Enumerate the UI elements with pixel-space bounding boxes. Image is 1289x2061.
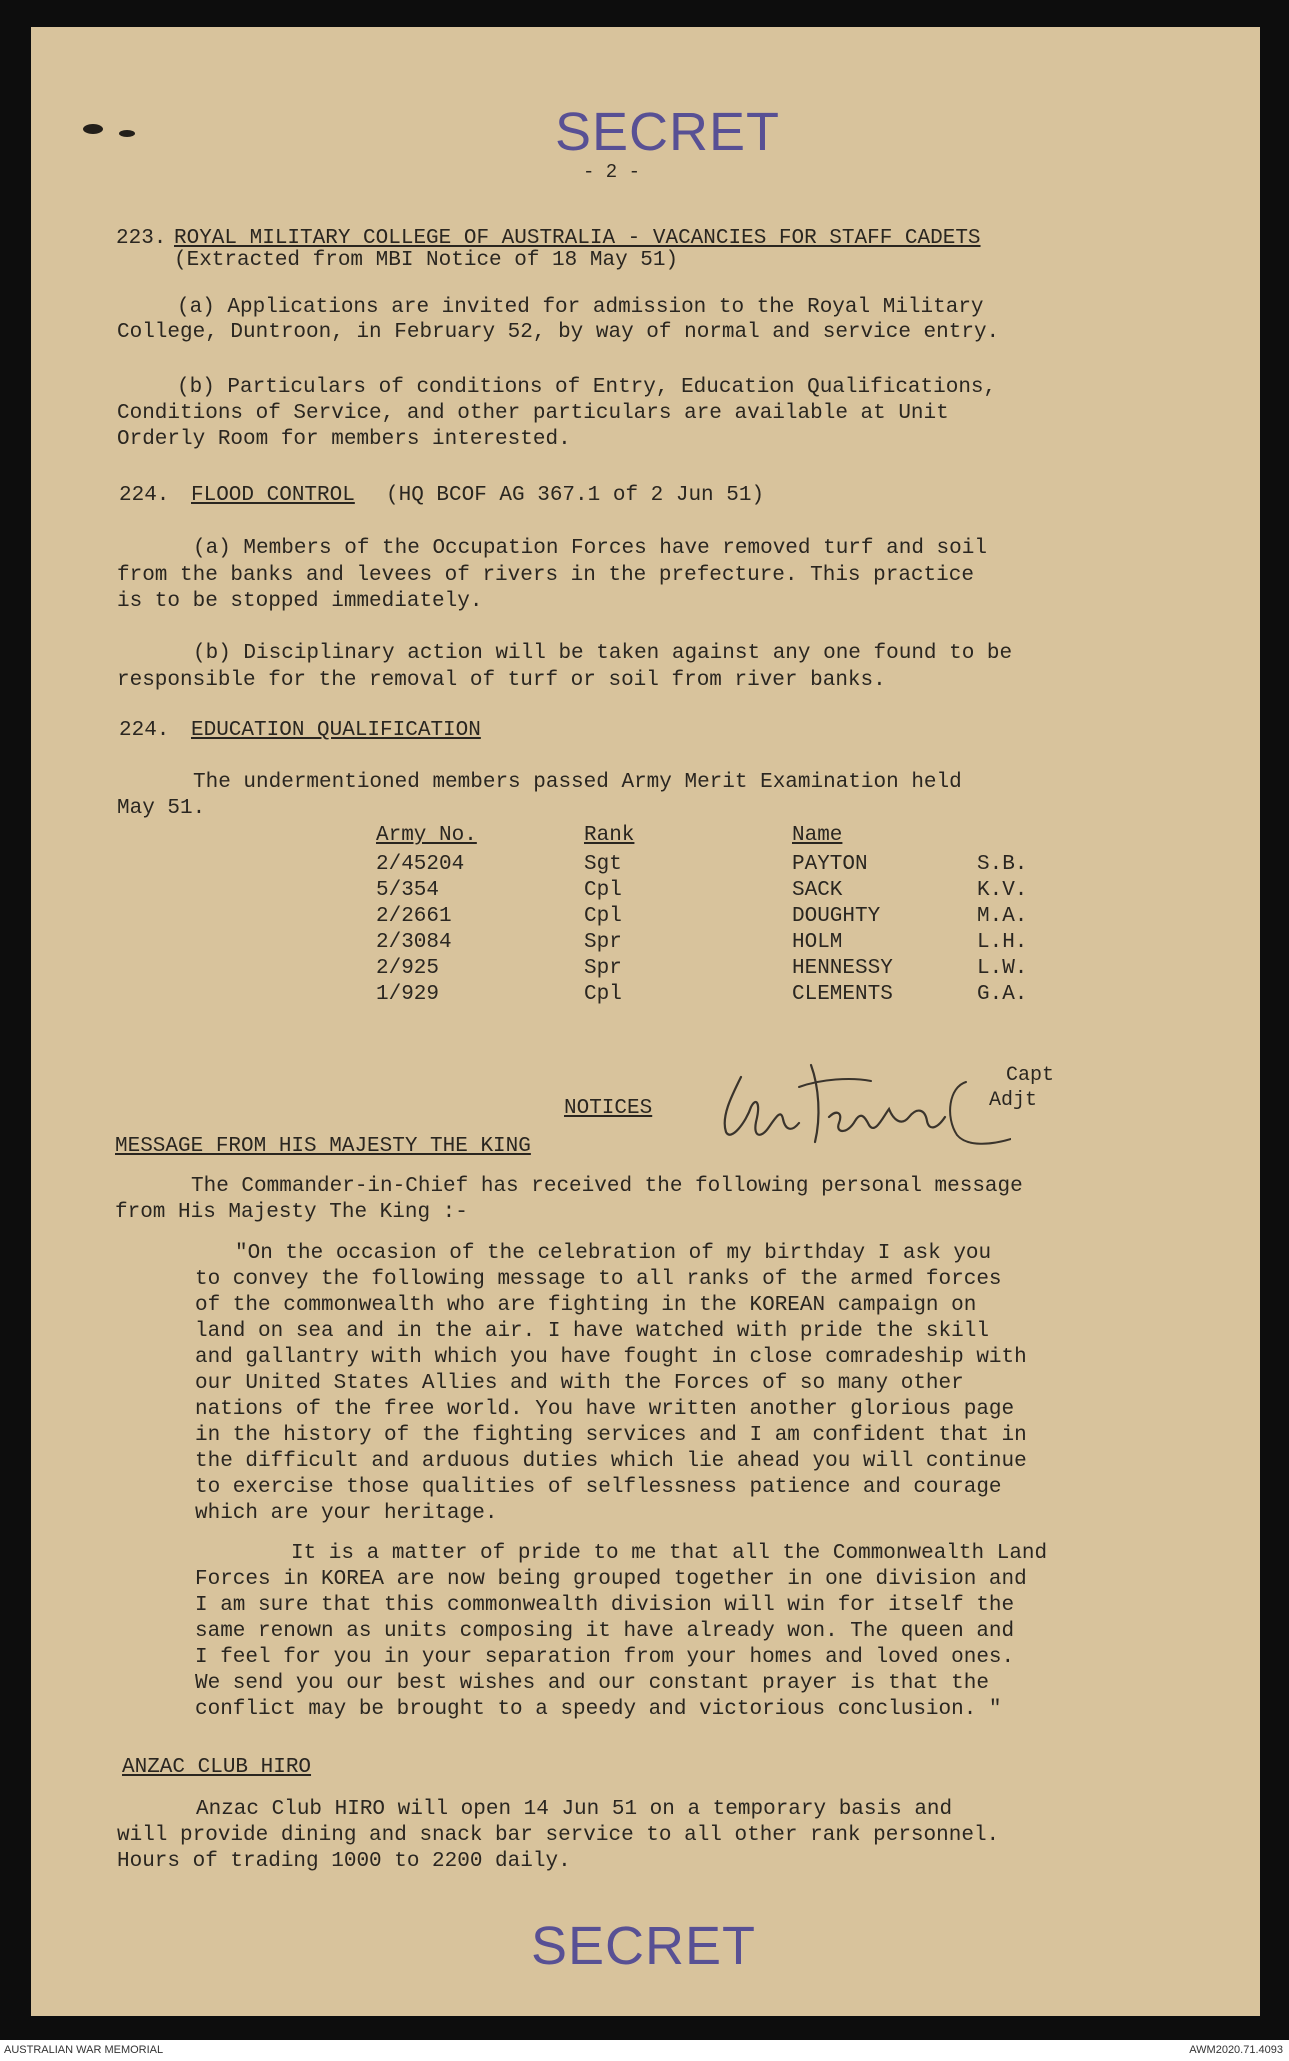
king-quote-line: It is a matter of pride to me that all the Commonwealth Land (291, 1542, 1048, 1565)
king-quote-line: land on sea and in the air. I have watched with pride the skill (195, 1320, 989, 1343)
signature-rank: Capt (1006, 1064, 1055, 1087)
rank: Cpl (584, 983, 622, 1006)
king-quote-line: conflict may be brought to a speedy and victorious conclusion. " (195, 1698, 1002, 1721)
section-223-title: ROYAL MILITARY COLLEGE OF AUSTRALIA - VACANCIES FOR STAFF CADETS (174, 227, 981, 250)
king-quote-line: I feel for you in your separation from your homes and loved ones. (195, 1646, 1015, 1669)
rank: Spr (584, 957, 622, 980)
army-no: 2/45204 (376, 853, 465, 876)
section-223-para-b-line: (b) Particulars of conditions of Entry, Education Qualifications, (177, 376, 997, 399)
army-no: 1/929 (376, 983, 440, 1006)
king-quote-line: of the commonwealth who are fighting in the KOREAN campaign on (195, 1294, 977, 1317)
page-number: - 2 - (583, 161, 641, 183)
column-header-name: Name (792, 824, 843, 847)
section-224-flood-para-b-line: responsible for the removal of turf or soil from river banks. (117, 669, 886, 692)
king-quote-line: to convey the following message to all ranks of the armed forces (195, 1268, 1002, 1291)
rank: Cpl (584, 879, 622, 902)
king-quote-line: I am sure that this commonwealth division will win for itself the (195, 1594, 1015, 1617)
section-223-para-b-line: Conditions of Service, and other particulars are available at Unit (117, 402, 949, 425)
king-intro-line: from His Majesty The King :- (115, 1201, 468, 1224)
secret-stamp-bottom: SECRET (531, 1916, 757, 1976)
initials: S.B. (977, 853, 1028, 876)
education-intro-line: May 51. (117, 797, 206, 820)
anzac-club-title: ANZAC CLUB HIRO (122, 1756, 312, 1779)
section-223-number: 223. (116, 227, 167, 250)
king-quote-line: Forces in KOREA are now being grouped together in one division and (195, 1568, 1027, 1591)
name: HOLM (792, 931, 843, 954)
army-no: 5/354 (376, 879, 440, 902)
king-quote-line: same renown as units composing it have already won. The queen and (195, 1620, 1015, 1643)
initials: K.V. (977, 879, 1028, 902)
section-224-flood-ref: (HQ BCOF AG 367.1 of 2 Jun 51) (386, 484, 765, 507)
secret-stamp-top: SECRET (555, 102, 781, 162)
king-quote-line: We send you our best wishes and our constant prayer is that the (195, 1672, 989, 1695)
army-no: 2/2661 (376, 905, 452, 928)
initials: L.H. (977, 931, 1028, 954)
education-intro-line: The undermentioned members passed Army Merit Examination held (193, 771, 962, 794)
rank: Cpl (584, 905, 622, 928)
anzac-line: Anzac Club HIRO will open 14 Jun 51 on a temporary basis and (196, 1798, 953, 1821)
king-quote-line: "On the occasion of the celebration of my birthday I ask you (235, 1242, 992, 1265)
rank: Spr (584, 931, 622, 954)
section-224-flood-para-a-line: from the banks and levees of rivers in the prefecture. This practice (117, 564, 974, 587)
archive-reference: AWM2020.71.4093 (1189, 2044, 1283, 2056)
signature-role: Adjt (989, 1089, 1038, 1112)
ink-mark (83, 124, 103, 134)
name: SACK (792, 879, 843, 902)
section-224-flood-para-a-line: is to be stopped immediately. (117, 590, 483, 613)
document-page (31, 27, 1260, 2016)
name: DOUGHTY (792, 905, 881, 928)
section-223-para-b-line: Orderly Room for members interested. (117, 428, 571, 451)
section-224-flood-para-a-line: (a) Members of the Occupation Forces have removed turf and soil (193, 537, 987, 560)
column-header-rank: Rank (584, 824, 635, 847)
king-quote-line: to exercise those qualities of selflessness patience and courage (195, 1476, 1002, 1499)
army-no: 2/3084 (376, 931, 452, 954)
anzac-line: will provide dining and snack bar service to all other rank personnel. (117, 1824, 1000, 1847)
section-224-education-number: 224. (119, 719, 170, 742)
notices-heading: NOTICES (564, 1097, 653, 1120)
section-224-flood-number: 224. (119, 484, 170, 507)
king-quote-line: nations of the free world. You have written another glorious page (195, 1398, 1015, 1421)
archive-name: AUSTRALIAN WAR MEMORIAL (4, 2044, 164, 2056)
section-224-flood-title: FLOOD CONTROL (191, 484, 355, 507)
initials: L.W. (977, 957, 1028, 980)
army-no: 2/925 (376, 957, 440, 980)
section-223-para-a-line: College, Duntroon, in February 52, by way of normal and service entry. (117, 321, 1000, 344)
name: CLEMENTS (792, 983, 893, 1006)
section-223-source: (Extracted from MBI Notice of 18 May 51) (174, 249, 679, 272)
king-intro-line: The Commander-in-Chief has received the following personal message (191, 1175, 1023, 1198)
king-message-title: MESSAGE FROM HIS MAJESTY THE KING (115, 1135, 531, 1158)
anzac-line: Hours of trading 1000 to 2200 daily. (117, 1850, 571, 1873)
column-header-army-no: Army No. (376, 824, 477, 847)
initials: G.A. (977, 983, 1028, 1006)
king-quote-line: the difficult and arduous duties which lie ahead you will continue (195, 1450, 1027, 1473)
king-quote-line: in the history of the fighting services and I am confident that in (195, 1424, 1027, 1447)
section-223-para-a-line: (a) Applications are invited for admission to the Royal Military (177, 296, 984, 319)
king-quote-line: which are your heritage. (195, 1502, 498, 1525)
name: HENNESSY (792, 957, 893, 980)
king-quote-line: our United States Allies and with the Forces of so many other (195, 1372, 964, 1395)
section-224-flood-para-b-line: (b) Disciplinary action will be taken against any one found to be (193, 642, 1013, 665)
archive-footer (0, 2040, 1289, 2061)
king-quote-line: and gallantry with which you have fought in close comradeship with (195, 1346, 1027, 1369)
name: PAYTON (792, 853, 868, 876)
section-224-education-title: EDUCATION QUALIFICATION (191, 719, 481, 742)
ink-mark (119, 130, 135, 137)
handwritten-signature (711, 1047, 1011, 1157)
rank: Sgt (584, 853, 622, 876)
initials: M.A. (977, 905, 1028, 928)
